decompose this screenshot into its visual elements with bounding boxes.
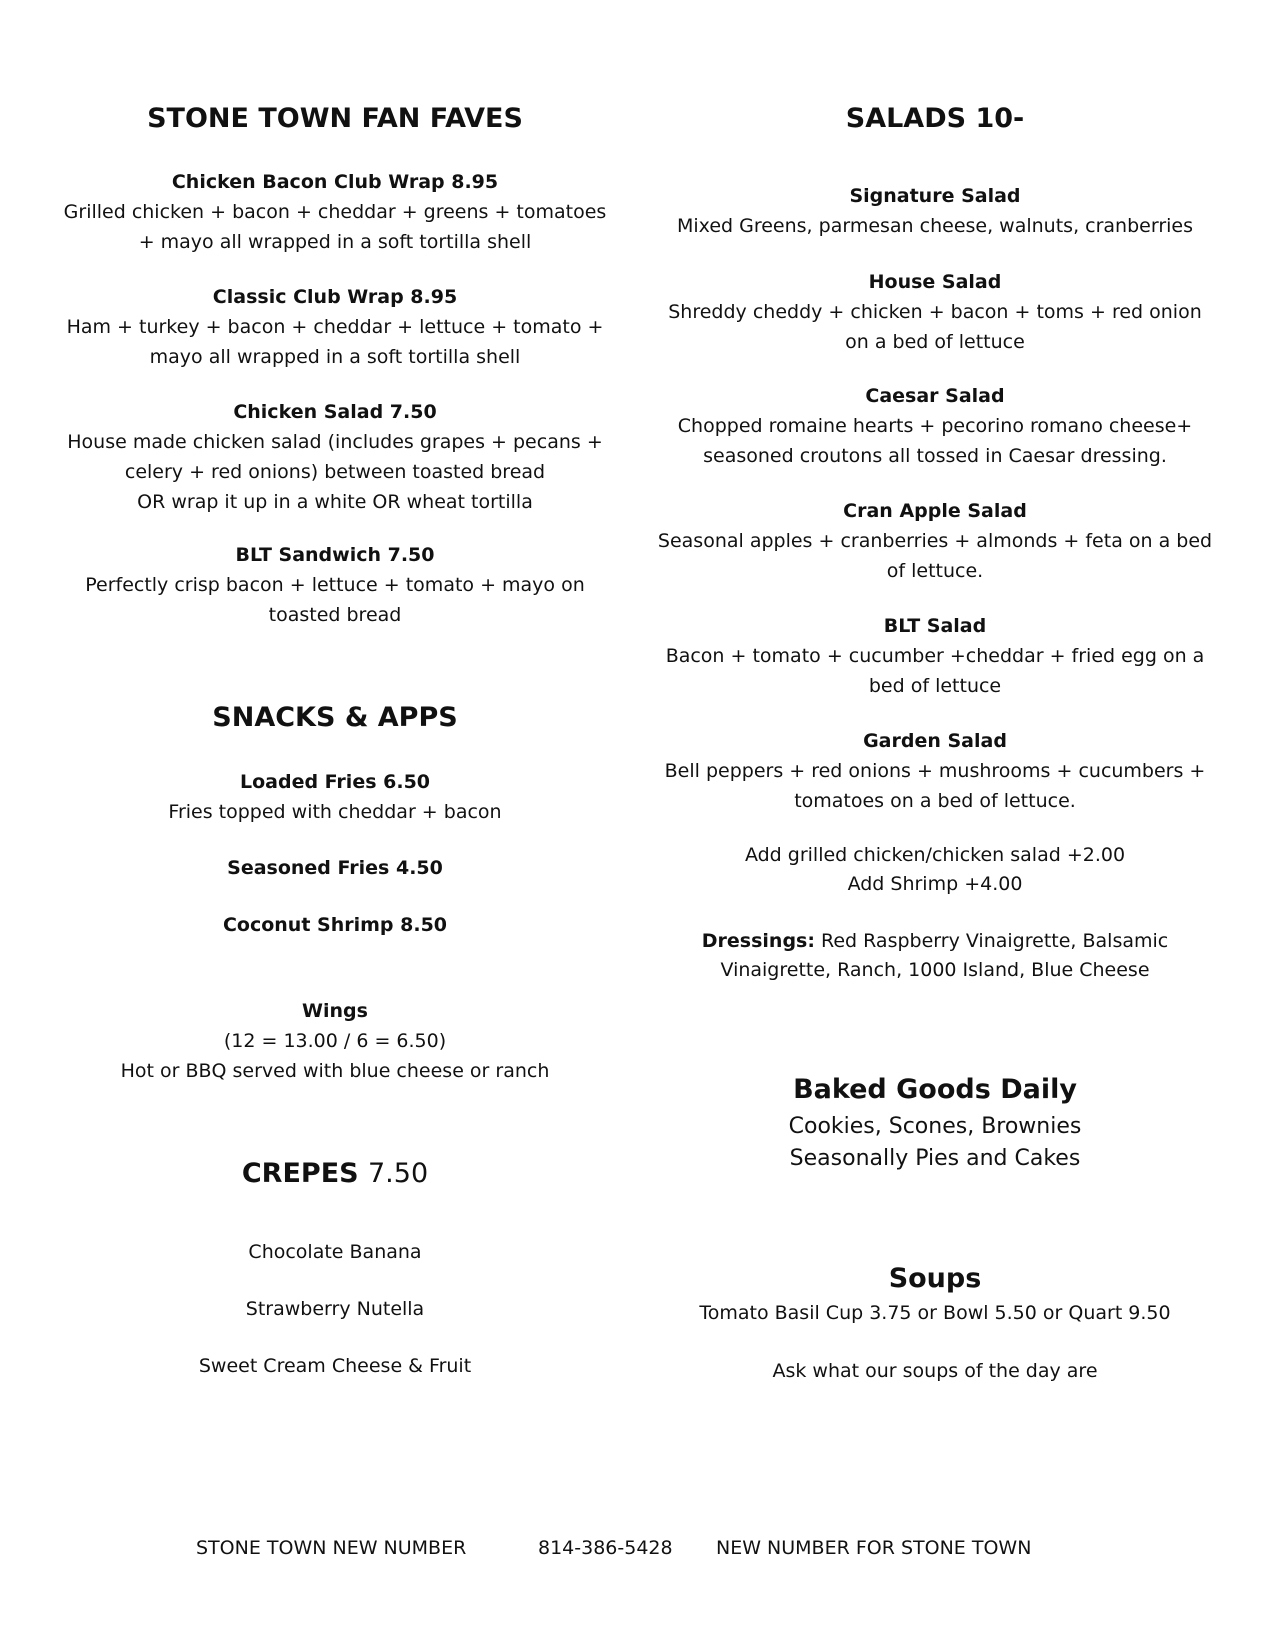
item-desc: celery + red onions) between toasted bread	[124, 461, 546, 483]
soup-line: Ask what our soups of the day are	[772, 1360, 1098, 1382]
item-name: Classic Club Wrap 8.95	[212, 286, 458, 308]
item-desc: Grilled chicken + bacon + cheddar + greens + tomatoes	[63, 201, 607, 223]
item-desc: Chopped romaine hearts + pecorino romano cheese+	[677, 415, 1193, 437]
item-desc: Shreddy cheddy + chicken + bacon + toms + red onion	[668, 301, 1202, 323]
snacks-title: SNACKS & APPS	[212, 702, 458, 733]
item-desc: Bacon + tomato + cucumber +cheddar + fried egg on a	[665, 645, 1205, 667]
dressings-text: Red Raspberry Vinaigrette, Balsamic	[814, 930, 1169, 952]
addon-line: Add Shrimp +4.00	[847, 873, 1023, 895]
item-name: Chicken Bacon Club Wrap 8.95	[171, 171, 499, 193]
menu-item	[60, 167, 610, 257]
item-name: Garden Salad	[863, 730, 1007, 752]
crepe-item: Sweet Cream Cheese & Fruit	[198, 1355, 472, 1377]
item-desc: + mayo all wrapped in a soft tortilla shell	[138, 231, 532, 253]
menu-item	[650, 496, 1220, 586]
item-desc: mayo all wrapped in a soft tortilla shell	[149, 346, 521, 368]
crepes-title	[60, 1158, 610, 1189]
menu-item	[60, 767, 610, 827]
item-name: Signature Salad	[849, 185, 1021, 207]
menu-item	[60, 853, 610, 883]
crepe-item: Strawberry Nutella	[245, 1298, 425, 1320]
item-desc: Hot or BBQ served with blue cheese or ranch	[120, 1060, 550, 1082]
menu-item	[650, 181, 1220, 241]
crepes-price: 7.50	[368, 1158, 429, 1189]
item-name: BLT Sandwich 7.50	[235, 544, 435, 566]
item-desc: on a bed of lettuce	[845, 331, 1025, 353]
menu-item	[650, 726, 1220, 816]
menu-item	[60, 910, 610, 940]
item-name: Wings	[302, 1000, 368, 1022]
soups-title: Soups	[888, 1263, 982, 1294]
footer-left-text: STONE TOWN NEW NUMBER	[196, 1537, 467, 1559]
footer-right-text: NEW NUMBER FOR STONE TOWN	[716, 1537, 1032, 1559]
menu-item	[650, 381, 1220, 471]
item-desc: Ham + turkey + bacon + cheddar + lettuce + tomato +	[66, 316, 604, 338]
item-desc: of lettuce.	[886, 560, 984, 582]
crepes-title-text: CREPES	[241, 1158, 359, 1189]
dressings-label: Dressings:	[701, 930, 815, 952]
dressings-line	[650, 926, 1220, 956]
fan-faves-title: STONE TOWN FAN FAVES	[147, 103, 523, 134]
item-desc: House made chicken salad (includes grapes + pecans +	[67, 431, 603, 453]
item-name: Caesar Salad	[865, 385, 1005, 407]
menu-item	[650, 267, 1220, 357]
item-desc: toasted bread	[268, 604, 402, 626]
item-desc: bed of lettuce	[868, 675, 1002, 697]
menu-item	[60, 540, 610, 630]
item-name: Seasoned Fries 4.50	[227, 857, 443, 879]
baked-line: Seasonally Pies and Cakes	[789, 1146, 1081, 1171]
item-desc: OR wrap it up in a white OR wheat tortilla	[137, 491, 533, 513]
item-desc: Bell peppers + red onions + mushrooms + cucumbers +	[664, 760, 1206, 782]
item-name: Chicken Salad 7.50	[233, 401, 437, 423]
soup-line: Tomato Basil Cup 3.75 or Bowl 5.50 or Quart 9.50	[699, 1302, 1171, 1324]
item-desc: (12 = 13.00 / 6 = 6.50)	[223, 1030, 447, 1052]
salads-title: SALADS 10-	[845, 103, 1025, 134]
dressings-line-2: Vinaigrette, Ranch, 1000 Island, Blue Cheese	[720, 959, 1150, 981]
menu-item	[60, 397, 610, 517]
item-desc: Seasonal apples + cranberries + almonds + feta on a bed	[657, 530, 1213, 552]
item-desc: Fries topped with cheddar + bacon	[168, 801, 502, 823]
item-name: BLT Salad	[883, 615, 987, 637]
menu-item	[60, 996, 610, 1086]
baked-goods-title: Baked Goods Daily	[793, 1074, 1077, 1105]
baked-line: Cookies, Scones, Brownies	[788, 1114, 1082, 1139]
crepe-item: Chocolate Banana	[248, 1241, 422, 1263]
item-desc: Perfectly crisp bacon + lettuce + tomato + mayo on	[85, 574, 585, 596]
item-name: Loaded Fries 6.50	[239, 771, 431, 793]
item-name: Cran Apple Salad	[843, 500, 1027, 522]
footer-phone: 814-386-5428	[538, 1537, 673, 1559]
item-desc: seasoned croutons all tossed in Caesar dressing.	[703, 445, 1167, 467]
item-desc: Mixed Greens, parmesan cheese, walnuts, cranberries	[677, 215, 1193, 237]
item-name: Coconut Shrimp 8.50	[222, 914, 448, 936]
menu-item	[60, 282, 610, 372]
item-desc: tomatoes on a bed of lettuce.	[794, 790, 1076, 812]
item-name: House Salad	[868, 271, 1002, 293]
addon-line: Add grilled chicken/chicken salad +2.00	[744, 844, 1126, 866]
menu-item	[650, 611, 1220, 701]
